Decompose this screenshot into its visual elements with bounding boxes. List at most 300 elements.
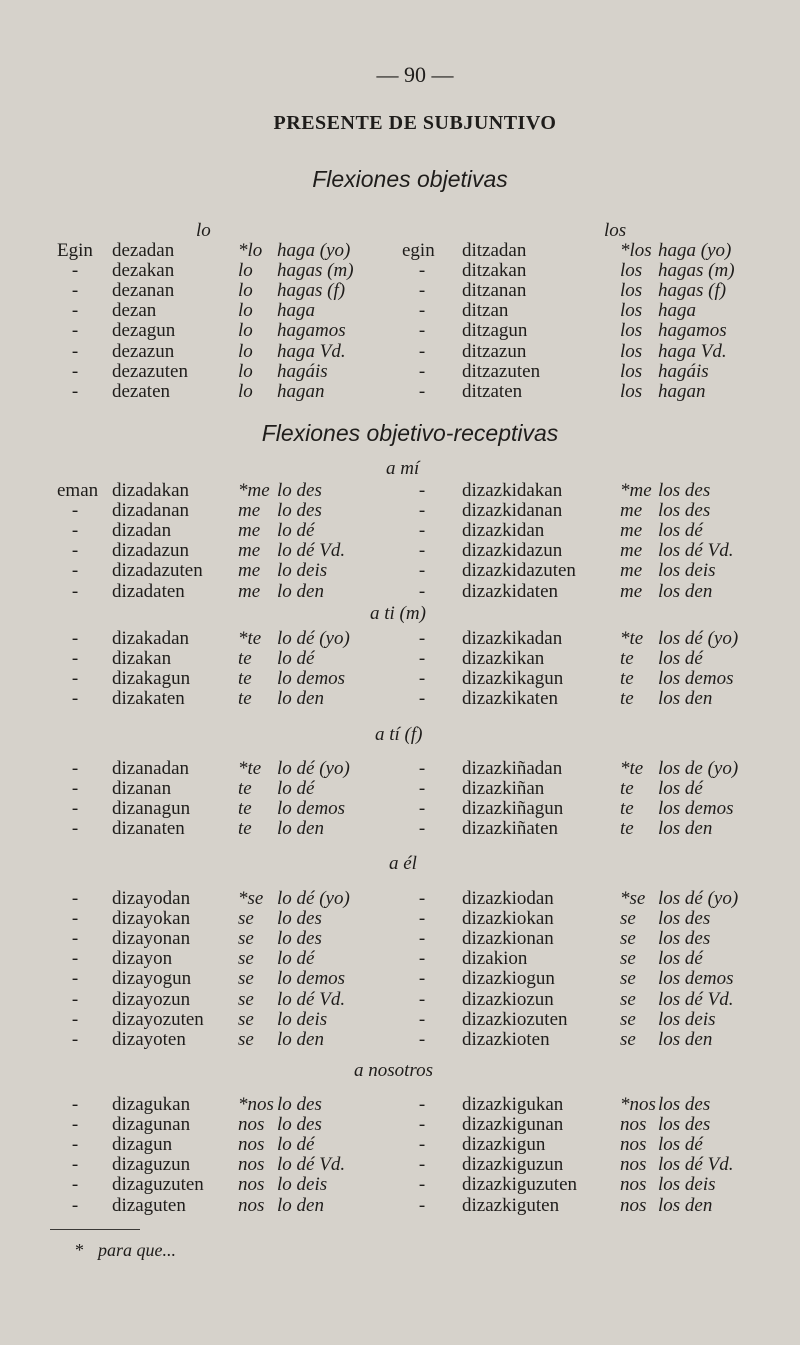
cell-verb: - xyxy=(71,988,79,1010)
cell-verb: - xyxy=(71,968,79,990)
cell-pronoun: se xyxy=(238,908,254,930)
cell-translation-right: los deis xyxy=(658,1174,716,1196)
cell-translation: hagas (m) xyxy=(277,260,354,282)
cell-form-right: ditzadan xyxy=(462,240,527,261)
cell-pronoun-right: los xyxy=(620,380,643,402)
cell-translation: lo demos xyxy=(277,968,346,990)
cell-pronoun-right: se xyxy=(620,908,636,930)
cell-verb-right: - xyxy=(418,320,426,342)
cell-verb-right: - xyxy=(418,818,426,840)
footnote-mark: * xyxy=(75,1240,84,1260)
cell-translation-right: haga (yo) xyxy=(658,240,732,261)
cell-verb: - xyxy=(71,1154,79,1176)
group-label: a nosotros xyxy=(354,1060,434,1081)
cell-form-right: ditzakan xyxy=(462,260,527,282)
cell-translation: lo dé (yo) xyxy=(277,628,350,649)
cell-form: dizanan xyxy=(112,778,172,800)
cell-translation-right: los dé xyxy=(658,778,703,800)
page-title: PRESENTE DE SUBJUNTIVO xyxy=(273,112,557,134)
table-row xyxy=(0,1174,800,1194)
cell-translation-right: haga Vd. xyxy=(658,340,727,362)
cell-verb-right: - xyxy=(418,380,426,402)
subheading-lo: lo xyxy=(196,220,211,241)
cell-form-right: dizazkionan xyxy=(462,928,554,950)
cell-pronoun-right: se xyxy=(620,928,636,950)
cell-verb-right: - xyxy=(418,758,426,779)
cell-form-right: dizazkiñagun xyxy=(462,798,564,820)
table-row xyxy=(0,648,800,668)
cell-translation: lo deis xyxy=(277,1174,328,1196)
cell-translation: lo dé Vd. xyxy=(277,988,346,1010)
cell-translation: hagáis xyxy=(277,360,328,382)
cell-pronoun: nos xyxy=(238,1114,265,1136)
cell-verb: - xyxy=(71,560,79,582)
cell-verb-right: - xyxy=(418,988,426,1010)
cell-verb: - xyxy=(71,1134,79,1156)
cell-translation-right: los des xyxy=(658,480,711,501)
cell-verb-right: - xyxy=(418,560,426,582)
cell-verb: - xyxy=(71,628,79,649)
cell-form: dizadakan xyxy=(112,480,190,501)
cell-form-right: ditzan xyxy=(462,300,509,322)
cell-pronoun-right: nos xyxy=(620,1114,647,1136)
cell-form-right: dizazkikagun xyxy=(462,668,564,690)
cell-form-right: dizazkiozun xyxy=(462,988,554,1010)
cell-form-right: dizazkiguzuten xyxy=(462,1174,578,1196)
cell-translation: lo dé Vd. xyxy=(277,1154,346,1176)
group-label: a tí (f) xyxy=(375,724,423,745)
cell-form-right: ditzaten xyxy=(462,380,523,402)
cell-form: dizayon xyxy=(112,948,173,970)
cell-pronoun-right: *te xyxy=(620,758,644,779)
cell-form-right: ditzazun xyxy=(462,340,527,362)
table-row xyxy=(0,668,800,688)
cell-translation-right: los dé Vd. xyxy=(658,1154,734,1176)
cell-form-right: dizazkidan xyxy=(462,520,545,542)
cell-translation-right: los des xyxy=(658,1114,711,1136)
cell-pronoun: te xyxy=(238,688,252,710)
cell-verb: eman xyxy=(57,480,99,501)
footnote xyxy=(75,1240,176,1261)
cell-translation-right: los den xyxy=(658,818,713,840)
cell-form: dizayodan xyxy=(112,888,191,909)
cell-verb: - xyxy=(71,758,79,779)
cell-form: dezazuten xyxy=(112,360,188,382)
cell-form-right: dizazkidakan xyxy=(462,480,563,501)
cell-translation-right: los dé Vd. xyxy=(658,540,734,562)
cell-pronoun: se xyxy=(238,1028,254,1050)
cell-translation-right: los deis xyxy=(658,1008,716,1030)
cell-translation: lo des xyxy=(277,928,322,950)
cell-translation: lo dé (yo) xyxy=(277,888,350,909)
cell-translation-right: los des xyxy=(658,928,711,950)
cell-pronoun: lo xyxy=(238,280,253,302)
cell-pronoun: me xyxy=(238,500,261,522)
cell-verb-right: - xyxy=(418,798,426,820)
cell-pronoun: te xyxy=(238,668,252,690)
cell-verb: - xyxy=(71,888,79,909)
cell-verb: - xyxy=(71,688,79,710)
cell-form-right: dizazkiñaten xyxy=(462,818,559,840)
cell-pronoun: te xyxy=(238,798,252,820)
cell-translation-right: haga xyxy=(658,300,696,322)
cell-verb: - xyxy=(71,818,79,840)
table-row xyxy=(0,320,800,340)
cell-verb-right: - xyxy=(418,908,426,930)
cell-form: dizadan xyxy=(112,520,172,542)
table-row xyxy=(0,778,800,798)
cell-translation: haga (yo) xyxy=(277,240,351,261)
cell-verb: - xyxy=(71,1174,79,1196)
cell-pronoun-right: *se xyxy=(620,888,646,909)
cell-form: dizagukan xyxy=(112,1094,191,1115)
cell-form: dizanaten xyxy=(112,818,185,840)
table-row xyxy=(0,1134,800,1154)
cell-verb-right: - xyxy=(418,628,426,649)
cell-form: dizakagun xyxy=(112,668,191,690)
cell-translation: lo den xyxy=(277,580,324,602)
table-row xyxy=(0,540,800,560)
cell-pronoun: *se xyxy=(238,888,264,909)
cell-pronoun: se xyxy=(238,988,254,1010)
cell-verb-right: - xyxy=(418,260,426,282)
cell-pronoun-right: me xyxy=(620,520,643,542)
cell-form: dizayokan xyxy=(112,908,191,930)
cell-verb: - xyxy=(71,280,79,302)
table-row xyxy=(0,798,800,818)
section-heading-objetivas: Flexiones objetivas xyxy=(312,166,508,192)
table-row xyxy=(0,560,800,580)
cell-verb-right: - xyxy=(418,688,426,710)
cell-form-right: dizazkidazuten xyxy=(462,560,576,582)
cell-pronoun: te xyxy=(238,778,252,800)
cell-verb-right: - xyxy=(418,928,426,950)
page-number: — 90 — xyxy=(376,62,454,87)
cell-pronoun-right: los xyxy=(620,280,643,302)
cell-pronoun-right: te xyxy=(620,778,634,800)
cell-translation-right: hagáis xyxy=(658,360,709,382)
cell-verb: - xyxy=(71,260,79,282)
cell-pronoun: lo xyxy=(238,360,253,382)
cell-form-right: dizazkidazun xyxy=(462,540,563,562)
cell-form: dizadanan xyxy=(112,500,190,522)
cell-verb-right: - xyxy=(418,948,426,970)
cell-translation-right: los dé xyxy=(658,948,703,970)
cell-form-right: dizazkiodan xyxy=(462,888,554,909)
table-row xyxy=(0,341,800,361)
cell-pronoun-right: me xyxy=(620,580,643,602)
cell-verb-right: - xyxy=(418,540,426,562)
table-row xyxy=(0,818,800,838)
cell-translation: lo des xyxy=(277,480,322,501)
cell-pronoun-right: los xyxy=(620,360,643,382)
cell-translation-right: los den xyxy=(658,1194,713,1216)
cell-form-right: dizazkiozuten xyxy=(462,1008,568,1030)
table-row xyxy=(0,688,800,708)
cell-form: dizagunan xyxy=(112,1114,191,1136)
cell-form-right: dizazkigun xyxy=(462,1134,546,1156)
cell-verb-right: - xyxy=(418,668,426,690)
cell-verb: Egin xyxy=(57,240,93,261)
cell-translation-right: los demos xyxy=(658,798,734,820)
cell-translation: lo dé xyxy=(277,1134,315,1156)
cell-form: dezadan xyxy=(112,240,175,261)
cell-verb: - xyxy=(71,948,79,970)
cell-translation-right: hagas (f) xyxy=(658,280,727,302)
cell-form-right: dizazkiokan xyxy=(462,908,554,930)
cell-verb: - xyxy=(71,580,79,602)
cell-translation: lo dé Vd. xyxy=(277,540,346,562)
cell-pronoun-right: se xyxy=(620,988,636,1010)
cell-pronoun: nos xyxy=(238,1194,265,1216)
cell-verb: - xyxy=(71,360,79,382)
cell-verb: - xyxy=(71,1194,79,1216)
table-row xyxy=(0,1195,800,1215)
cell-translation: lo deis xyxy=(277,1008,328,1030)
cell-pronoun-right: nos xyxy=(620,1134,647,1156)
cell-form: dizakadan xyxy=(112,628,190,649)
cell-pronoun-right: *los xyxy=(620,240,652,261)
cell-verb: - xyxy=(71,1028,79,1050)
cell-form-right: dizazkiñan xyxy=(462,778,545,800)
cell-translation: lo demos xyxy=(277,798,346,820)
table-row xyxy=(0,968,800,988)
cell-form-right: dizazkiñadan xyxy=(462,758,563,779)
cell-translation-right: los demos xyxy=(658,968,734,990)
cell-translation: hagas (f) xyxy=(277,280,346,302)
cell-verb-right: - xyxy=(418,1114,426,1136)
footnote-rule xyxy=(50,1229,140,1230)
cell-form: dizayogun xyxy=(112,968,192,990)
group-label: a mí xyxy=(386,458,420,479)
cell-translation: lo den xyxy=(277,688,324,710)
cell-pronoun: lo xyxy=(238,260,253,282)
cell-pronoun: nos xyxy=(238,1134,265,1156)
cell-form: dezagun xyxy=(112,320,176,342)
cell-form: dizanagun xyxy=(112,798,191,820)
cell-translation-right: los den xyxy=(658,688,713,710)
cell-pronoun: me xyxy=(238,540,261,562)
cell-verb-right: - xyxy=(418,1194,426,1216)
cell-pronoun: lo xyxy=(238,340,253,362)
table-row xyxy=(0,381,800,401)
cell-translation-right: los deis xyxy=(658,560,716,582)
cell-verb: - xyxy=(71,798,79,820)
cell-translation-right: los den xyxy=(658,580,713,602)
cell-translation: lo deis xyxy=(277,560,328,582)
cell-form: dezazun xyxy=(112,340,175,362)
cell-translation-right: los des xyxy=(658,500,711,522)
cell-pronoun-right: nos xyxy=(620,1174,647,1196)
table-row xyxy=(0,989,800,1009)
table-row xyxy=(0,581,800,601)
cell-pronoun: me xyxy=(238,560,261,582)
table-row xyxy=(0,240,800,260)
cell-pronoun: lo xyxy=(238,300,253,322)
cell-form: dizayozuten xyxy=(112,1008,204,1030)
cell-translation-right: los dé xyxy=(658,648,703,670)
cell-translation-right: los dé xyxy=(658,1134,703,1156)
cell-form: dizagun xyxy=(112,1134,173,1156)
group-label: a ti (m) xyxy=(370,603,426,624)
table-row xyxy=(0,888,800,908)
cell-form: dizaguzun xyxy=(112,1154,191,1176)
cell-form: dezanan xyxy=(112,280,175,302)
cell-verb-right: - xyxy=(418,888,426,909)
cell-form-right: ditzanan xyxy=(462,280,527,302)
table-row xyxy=(0,1009,800,1029)
cell-form-right: dizazkikadan xyxy=(462,628,563,649)
cell-pronoun-right: *me xyxy=(620,480,652,501)
table-row xyxy=(0,280,800,300)
cell-form-right: ditzagun xyxy=(462,320,528,342)
cell-form-right: dizazkiguten xyxy=(462,1194,560,1216)
section-heading-objetivo-receptivas: Flexiones objetivo-receptivas xyxy=(261,420,559,446)
cell-translation: lo dé xyxy=(277,948,315,970)
cell-translation: lo dé xyxy=(277,648,315,670)
cell-form: dezaten xyxy=(112,380,171,402)
cell-translation: lo den xyxy=(277,818,324,840)
cell-form-right: dizazkiguzun xyxy=(462,1154,564,1176)
cell-translation-right: hagas (m) xyxy=(658,260,735,282)
table-row xyxy=(0,500,800,520)
table-row xyxy=(0,520,800,540)
cell-verb-right: - xyxy=(418,1174,426,1196)
cell-pronoun: se xyxy=(238,928,254,950)
table-row xyxy=(0,1114,800,1134)
cell-pronoun-right: te xyxy=(620,818,634,840)
cell-form-right: dizazkikan xyxy=(462,648,545,670)
table-row xyxy=(0,361,800,381)
cell-pronoun: se xyxy=(238,968,254,990)
cell-pronoun: nos xyxy=(238,1154,265,1176)
cell-form: dizadazuten xyxy=(112,560,203,582)
subheading-los: los xyxy=(604,220,627,241)
table-row xyxy=(0,1154,800,1174)
cell-form-right: dizazkidanan xyxy=(462,500,563,522)
table-row xyxy=(0,1029,800,1049)
cell-translation-right: los dé (yo) xyxy=(658,628,739,649)
cell-pronoun-right: me xyxy=(620,500,643,522)
cell-verb-right: - xyxy=(418,280,426,302)
cell-form: dizaguten xyxy=(112,1194,186,1216)
cell-verb: - xyxy=(71,928,79,950)
cell-pronoun: *nos xyxy=(238,1094,274,1115)
cell-translation-right: los dé (yo) xyxy=(658,888,739,909)
cell-pronoun-right: los xyxy=(620,320,643,342)
cell-translation-right: los den xyxy=(658,1028,713,1050)
cell-verb: - xyxy=(71,778,79,800)
cell-pronoun: *lo xyxy=(238,240,263,261)
cell-verb: - xyxy=(71,380,79,402)
cell-verb: - xyxy=(71,1114,79,1136)
cell-translation: lo dé xyxy=(277,778,315,800)
cell-verb-right: - xyxy=(418,1008,426,1030)
cell-form: dizaguzuten xyxy=(112,1174,204,1196)
cell-verb: - xyxy=(71,668,79,690)
cell-pronoun-right: nos xyxy=(620,1154,647,1176)
cell-verb: - xyxy=(71,540,79,562)
cell-form: dizadaten xyxy=(112,580,185,602)
cell-form: dizayozun xyxy=(112,988,191,1010)
cell-translation: lo dé (yo) xyxy=(277,758,350,779)
cell-pronoun-right: *nos xyxy=(620,1094,656,1115)
cell-translation-right: hagan xyxy=(658,380,706,402)
cell-form-right: dizazkigukan xyxy=(462,1094,564,1115)
cell-pronoun-right: te xyxy=(620,798,634,820)
cell-form-right: dizazkigunan xyxy=(462,1114,564,1136)
cell-pronoun: se xyxy=(238,1008,254,1030)
cell-pronoun-right: nos xyxy=(620,1194,647,1216)
cell-translation: lo des xyxy=(277,1114,322,1136)
cell-verb: - xyxy=(71,1008,79,1030)
cell-pronoun: lo xyxy=(238,320,253,342)
cell-verb: - xyxy=(71,648,79,670)
cell-pronoun-right: se xyxy=(620,1008,636,1030)
table-row xyxy=(0,948,800,968)
cell-translation: haga Vd. xyxy=(277,340,346,362)
cell-pronoun-right: me xyxy=(620,560,643,582)
cell-form: dizadazun xyxy=(112,540,190,562)
cell-pronoun-right: los xyxy=(620,340,643,362)
cell-pronoun: lo xyxy=(238,380,253,402)
cell-verb: - xyxy=(71,1094,79,1115)
cell-pronoun: *te xyxy=(238,628,262,649)
cell-verb-right: - xyxy=(418,648,426,670)
cell-form-right: dizakion xyxy=(462,948,528,970)
cell-translation: lo des xyxy=(277,500,322,522)
cell-translation: hagamos xyxy=(277,320,346,342)
cell-verb-right: - xyxy=(418,968,426,990)
cell-verb-right: - xyxy=(418,360,426,382)
cell-pronoun-right: los xyxy=(620,260,643,282)
cell-translation: haga xyxy=(277,300,315,322)
cell-verb-right: - xyxy=(418,778,426,800)
cell-form-right: dizazkiogun xyxy=(462,968,555,990)
cell-verb-right: - xyxy=(418,1154,426,1176)
cell-translation-right: los demos xyxy=(658,668,734,690)
cell-translation-right: los des xyxy=(658,1094,711,1115)
cell-verb-right: - xyxy=(418,520,426,542)
cell-verb-right: - xyxy=(418,1094,426,1115)
cell-form-right: dizazkioten xyxy=(462,1028,550,1050)
cell-translation: lo dé xyxy=(277,520,315,542)
cell-pronoun-right: se xyxy=(620,948,636,970)
cell-form-right: ditzazuten xyxy=(462,360,541,382)
cell-form: dizanadan xyxy=(112,758,190,779)
cell-pronoun-right: se xyxy=(620,1028,636,1050)
cell-verb-right: - xyxy=(418,340,426,362)
cell-pronoun: *me xyxy=(238,480,270,501)
cell-form: dezakan xyxy=(112,260,175,282)
cell-pronoun: se xyxy=(238,948,254,970)
cell-pronoun: me xyxy=(238,520,261,542)
table-row xyxy=(0,300,800,320)
cell-form: dizayonan xyxy=(112,928,191,950)
table-row xyxy=(0,928,800,948)
cell-translation: lo des xyxy=(277,908,322,930)
cell-pronoun: te xyxy=(238,648,252,670)
cell-translation-right: los de (yo) xyxy=(658,758,739,779)
cell-translation-right: hagamos xyxy=(658,320,727,342)
cell-pronoun: nos xyxy=(238,1174,265,1196)
cell-verb-right: - xyxy=(418,1134,426,1156)
cell-translation: lo den xyxy=(277,1028,324,1050)
table-row xyxy=(0,480,800,500)
cell-translation-right: los dé Vd. xyxy=(658,988,734,1010)
cell-pronoun-right: se xyxy=(620,968,636,990)
cell-translation: hagan xyxy=(277,380,325,402)
